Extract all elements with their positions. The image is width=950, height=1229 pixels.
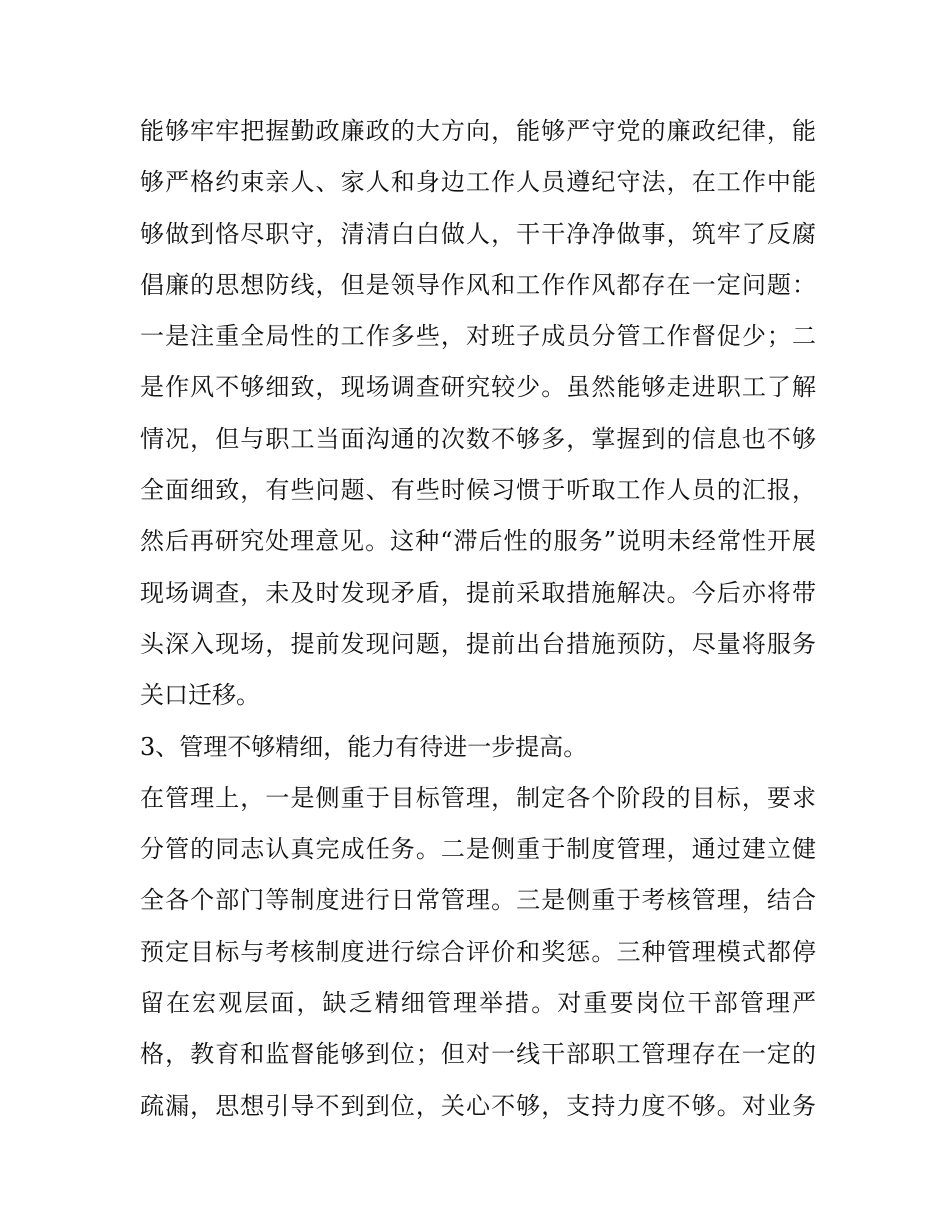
text-line: 头深入现场，提前发现问题，提前出台措施预防，尽量将服务 [140,629,816,658]
text-line: 现场调查，未及时发现矛盾，提前采取措施解决。今后亦将带 [140,578,816,607]
paragraph [140,773,816,1132]
text-line: 分管的同志认真完成任务。二是侧重于制度管理，通过建立健 [140,835,816,864]
text-line: 全面细致，有些问题、有些时候习惯于听取工作人员的汇报， [140,476,816,505]
paragraph [140,311,816,721]
text-line: 一是注重全局性的工作多些，对班子成员分管工作督促少；二 [140,322,816,351]
text-line: 够严格约束亲人、家人和身边工作人员遵纪守法，在工作中能 [140,168,816,197]
text-line: 格，教育和监督能够到位；但对一线干部职工管理存在一定的 [140,1040,816,1069]
text-line: 全各个部门等制度进行日常管理。三是侧重于考核管理，结合 [140,886,816,915]
text-line: 预定目标与考核制度进行综合评价和奖惩。三种管理模式都停 [140,937,816,966]
text-line: 然后再研究处理意见。这种“滞后性的服务”说明未经常性开展 [140,527,816,556]
text-line: 情况，但与职工当面沟通的次数不够多，掌握到的信息也不够 [140,424,816,453]
text-line: 关口迁移。 [140,681,260,710]
text-line: 够做到恪尽职守，清清白白做人，干干净净做事，筑牢了反腐 [140,219,816,248]
document-page [140,106,816,1132]
text-line: 疏漏，思想引导不到到位，关心不够，支持力度不够。对业务 [140,1091,816,1120]
text-line: 能够牢牢把握勤政廉政的大方向，能够严守党的廉政纪律，能 [140,117,816,145]
text-line: 在管理上，一是侧重于目标管理，制定各个阶段的目标，要求 [140,783,816,812]
text-line: 是作风不够细致，现场调查研究较少。虽然能够走进职工了解 [140,373,816,402]
text-line: 留在宏观层面，缺乏精细管理举措。对重要岗位干部管理严 [140,989,816,1018]
section-heading [140,722,816,773]
paragraph [140,106,816,311]
section-heading-text: 3、管理不够精细，能力有待进一步提高。 [140,732,588,761]
text-line: 倡廉的思想防线，但是领导作风和工作作风都存在一定问题： [140,270,816,299]
